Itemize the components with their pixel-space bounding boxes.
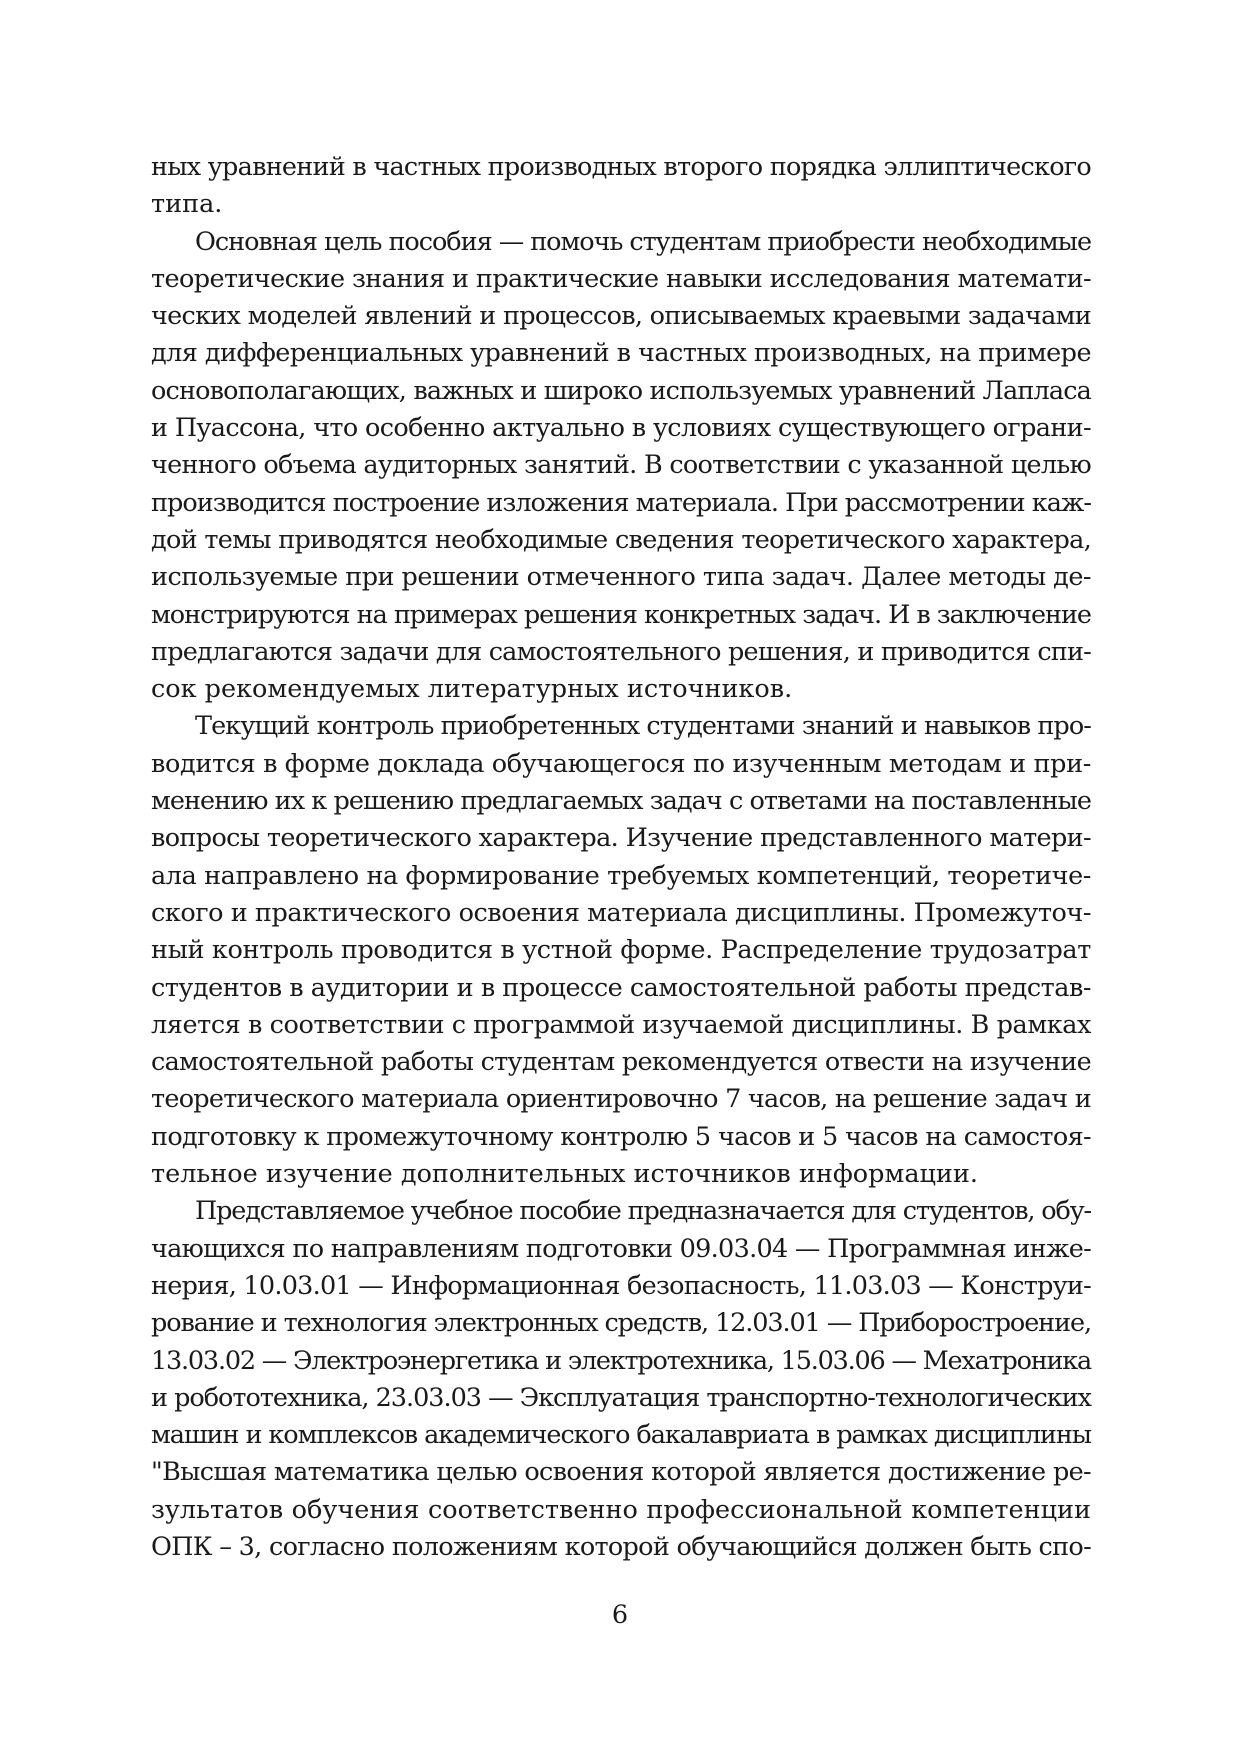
text-line: основополагающих, важных и широко используемых уравнений Лапласа — [151, 375, 1091, 406]
text-line: теоретического материала ориентировочно 7 часов, на решение задач и — [151, 1084, 1091, 1115]
text-line: ляется в соответствии с программой изучаемой дисциплины. В рамках — [151, 1009, 1092, 1040]
text-line: Основная цель пособия — помочь студентам приобрести необходимые — [195, 226, 1092, 257]
text-line: ОПК – 3, согласно положениям которой обучающийся должен быть спо- — [151, 1531, 1092, 1562]
text-line: самостоятельной работы студентам рекомендуется отвести на изучение — [151, 1047, 1091, 1078]
text-line: Представляемое учебное пособие предназначается для студентов, обу- — [195, 1196, 1091, 1227]
text-line: теоретические знания и практические навыки исследования математи- — [151, 263, 1092, 294]
text-line: водится в форме доклада обучающегося по изученным методам и при- — [151, 748, 1091, 779]
text-line: производится построение изложения материала. При рассмотрении каж- — [151, 487, 1091, 518]
paragraph-3 — [151, 708, 1091, 1193]
text-line: и робототехника, 23.03.03 — Эксплуатация транспортно-технологических — [151, 1382, 1091, 1413]
page-number: 6 — [611, 1600, 629, 1630]
text-line: ный контроль проводится в устной форме. Распределение трудозатрат — [151, 935, 1091, 966]
text-line: используемые при решении отмеченного типа задач. Далее методы де- — [151, 562, 1092, 593]
text-line: 13.03.02 — Электроэнергетика и электротехника, 15.03.06 — Мехатроника — [151, 1345, 1092, 1376]
text-line: сок рекомендуемых литературных источников. — [151, 674, 793, 705]
paragraph-1 — [151, 149, 1091, 224]
text-line: для дифференциальных уравнений в частных производных, на примере — [151, 338, 1091, 369]
text-line: чающихся по направлениям подготовки 09.03.04 — Программная инже- — [151, 1233, 1091, 1264]
text-line: ского и практического освоения материала дисциплины. Промежуточ- — [151, 897, 1091, 928]
text-line: менению их к решению предлагаемых задач с ответами на поставленные — [151, 786, 1092, 817]
text-line: ных уравнений в частных производных второго порядка эллиптического — [151, 152, 1092, 182]
text-line: дой темы приводятся необходимые сведения теоретического характера, — [151, 524, 1091, 555]
text-line: машин и комплексов академического бакалавриата в рамках дисциплины — [151, 1420, 1091, 1451]
text-line: тельное изучение дополнительных источников информации. — [151, 1159, 979, 1190]
text-line: ческих моделей явлений и процессов, описываемых краевыми задачами — [151, 301, 1091, 332]
text-line: "Высшая математика целью освоения которой является достижение ре- — [151, 1457, 1092, 1488]
text-line: нерия, 10.03.01 — Информационная безопасность, 11.03.03 — Конструи- — [151, 1270, 1091, 1301]
text-line: зультатов обучения соответственно профессиональной компетенции — [151, 1494, 1091, 1525]
text-line: предлагаются задачи для самостоятельного решения, и приводится спи- — [151, 636, 1091, 667]
text-line: вопросы теоретического характера. Изучение представленного матери- — [151, 823, 1091, 854]
paragraph-4 — [151, 1193, 1091, 1566]
text-line: типа. — [151, 189, 223, 220]
text-line: подготовку к промежуточному контролю 5 часов и 5 часов на самостоя- — [151, 1121, 1091, 1152]
text-line: ченного объема аудиторных занятий. В соответствии с указанной целью — [151, 450, 1091, 481]
text-line: и Пуассона, что особенно актуально в условиях существующего ограни- — [151, 413, 1092, 444]
text-line: Текущий контроль приобретенных студентами знаний и навыков про- — [195, 711, 1091, 742]
paragraph-2 — [151, 224, 1091, 709]
text-line: монстрируются на примерах решения конкретных задач. И в заключение — [151, 599, 1091, 630]
text-line: студентов в аудитории и в процессе самостоятельной работы представ- — [151, 972, 1091, 1003]
text-line: рование и технология электронных средств, 12.03.01 — Приборостроение, — [151, 1308, 1091, 1339]
body-text — [151, 149, 1091, 1566]
text-line: ала направлено на формирование требуемых компетенций, теоретиче- — [151, 860, 1091, 891]
